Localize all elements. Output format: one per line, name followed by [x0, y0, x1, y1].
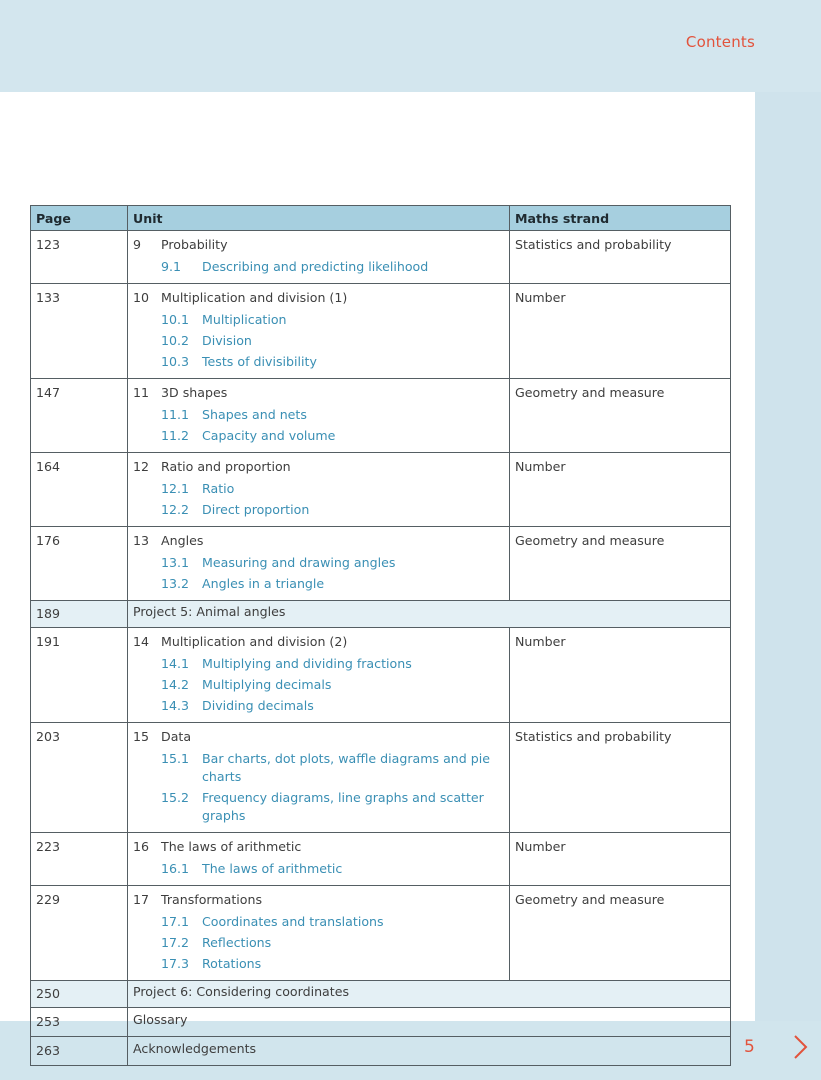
section-title-text: Tests of divisibility: [202, 354, 317, 369]
section-title-text: Measuring and drawing angles: [202, 555, 396, 570]
page-ref: 263: [36, 1043, 61, 1058]
section-item: [133, 406, 509, 424]
unit-heading: [133, 457, 509, 477]
backmatter-title: Acknowledgements: [133, 1041, 257, 1056]
cell-page: [31, 231, 128, 284]
table-row: [31, 1008, 731, 1037]
section-title-text: Direct proportion: [202, 502, 310, 517]
project-title: Project 5: Animal angles: [133, 604, 286, 619]
section-title-text: The laws of arithmetic: [202, 861, 343, 876]
section-number: 13.1: [161, 555, 190, 570]
chevron-right-icon[interactable]: [790, 1033, 810, 1061]
section-number: 12.1: [161, 481, 190, 496]
section-title-text: Bar charts, dot plots, waffle diagrams and pie charts: [202, 751, 491, 784]
maths-strand: Number: [515, 839, 566, 854]
section-number: 10.3: [161, 354, 190, 369]
backmatter-title: Glossary: [133, 1012, 188, 1027]
section-item: [133, 501, 509, 519]
section-item: [133, 955, 509, 973]
unit-title: Probability: [161, 237, 228, 252]
section-item: [133, 750, 509, 786]
cell-page: [31, 833, 128, 886]
contents-table: [30, 205, 731, 1066]
cell-page: [31, 1008, 128, 1037]
unit-title: Transformations: [161, 892, 263, 907]
table-row: [31, 981, 731, 1008]
table-row: [31, 231, 731, 284]
section-number: 14.3: [161, 698, 190, 713]
maths-strand: Number: [515, 634, 566, 649]
table-row: [31, 284, 731, 379]
page-ref: 164: [36, 459, 61, 474]
cell-unit: [128, 886, 510, 981]
cell-strand: [510, 284, 731, 379]
cell-strand: [510, 833, 731, 886]
page-ref: 250: [36, 986, 61, 1001]
section-number: 9.1: [161, 259, 182, 274]
section-title-text: Division: [202, 333, 252, 348]
page-ref: 147: [36, 385, 61, 400]
section-number: 10.1: [161, 312, 190, 327]
section-number: 15.1: [161, 751, 190, 766]
maths-strand: Geometry and measure: [515, 533, 665, 548]
unit-number: 13: [133, 533, 150, 548]
section-number: 14.1: [161, 656, 190, 671]
maths-strand: Geometry and measure: [515, 385, 665, 400]
section-item: [133, 353, 509, 371]
section-number: 11.2: [161, 428, 190, 443]
unit-title: Data: [161, 729, 192, 744]
unit-title: Ratio and proportion: [161, 459, 291, 474]
backmatter-cell: [128, 1037, 731, 1066]
cell-unit: [128, 527, 510, 601]
cell-unit: [128, 379, 510, 453]
unit-heading: [133, 235, 509, 255]
project-cell: [128, 601, 731, 628]
cell-page: [31, 453, 128, 527]
page-ref: 176: [36, 533, 61, 548]
unit-number: 9: [133, 237, 142, 252]
table-row: [31, 601, 731, 628]
cell-page: [31, 981, 128, 1008]
cell-unit: [128, 628, 510, 723]
column-header-unit: Unit: [128, 206, 510, 231]
cell-unit: [128, 833, 510, 886]
section-item: [133, 427, 509, 445]
section-item: [133, 789, 509, 825]
table-row: [31, 379, 731, 453]
page-ref: 253: [36, 1014, 61, 1029]
section-item: [133, 575, 509, 593]
cell-strand: [510, 723, 731, 833]
section-item: [133, 332, 509, 350]
section-title-text: Rotations: [202, 956, 262, 971]
page-ref: 133: [36, 290, 61, 305]
column-header-page: Page: [31, 206, 128, 231]
column-header-strand: Maths strand: [510, 206, 731, 231]
section-item: [133, 655, 509, 673]
cell-strand: [510, 453, 731, 527]
section-item: [133, 676, 509, 694]
unit-number: 15: [133, 729, 150, 744]
unit-title: 3D shapes: [161, 385, 228, 400]
unit-heading: [133, 383, 509, 403]
section-item: [133, 913, 509, 931]
section-number: 10.2: [161, 333, 190, 348]
section-item: [133, 860, 509, 878]
section-title-text: Ratio: [202, 481, 235, 496]
cell-page: [31, 723, 128, 833]
section-title: Contents: [685, 33, 755, 51]
unit-number: 14: [133, 634, 150, 649]
section-title-text: Frequency diagrams, line graphs and scatter graphs: [202, 790, 484, 823]
section-title-text: Describing and predicting likelihood: [202, 259, 429, 274]
contents-table-body: [31, 231, 731, 1066]
unit-title: Angles: [161, 533, 204, 548]
section-title-text: Angles in a triangle: [202, 576, 325, 591]
table-header-row: [31, 206, 731, 231]
section-number: 17.3: [161, 956, 190, 971]
cell-strand: [510, 231, 731, 284]
unit-heading: [133, 727, 509, 747]
unit-number: 17: [133, 892, 150, 907]
section-number: 13.2: [161, 576, 190, 591]
unit-heading: [133, 890, 509, 910]
table-row: [31, 723, 731, 833]
maths-strand: Geometry and measure: [515, 892, 665, 907]
unit-number: 11: [133, 385, 150, 400]
unit-title: Multiplication and division (2): [161, 634, 348, 649]
section-number: 15.2: [161, 790, 190, 805]
table-row: [31, 453, 731, 527]
maths-strand: Statistics and probability: [515, 237, 672, 252]
table-row: [31, 1037, 731, 1066]
section-number: 16.1: [161, 861, 190, 876]
page-ref: 229: [36, 892, 61, 907]
section-title-text: Dividing decimals: [202, 698, 314, 713]
section-title-text: Multiplication: [202, 312, 287, 327]
section-item: [133, 480, 509, 498]
table-row: [31, 527, 731, 601]
page-ref: 223: [36, 839, 61, 854]
unit-heading: [133, 531, 509, 551]
unit-number: 12: [133, 459, 150, 474]
maths-strand: Number: [515, 290, 566, 305]
table-row: [31, 628, 731, 723]
section-number: 17.1: [161, 914, 190, 929]
section-number: 14.2: [161, 677, 190, 692]
cell-page: [31, 628, 128, 723]
cell-page: [31, 284, 128, 379]
page-ref: 203: [36, 729, 61, 744]
cell-strand: [510, 886, 731, 981]
unit-heading: [133, 837, 509, 857]
section-number: 17.2: [161, 935, 190, 950]
maths-strand: Number: [515, 459, 566, 474]
cell-page: [31, 886, 128, 981]
page-ref: 123: [36, 237, 61, 252]
unit-heading: [133, 288, 509, 308]
page-ref: 191: [36, 634, 61, 649]
page-number: 5: [744, 1037, 755, 1057]
section-item: [133, 934, 509, 952]
section-title-text: Multiplying decimals: [202, 677, 332, 692]
section-number: 11.1: [161, 407, 190, 422]
cell-unit: [128, 231, 510, 284]
section-title-text: Multiplying and dividing fractions: [202, 656, 412, 671]
maths-strand: Statistics and probability: [515, 729, 672, 744]
section-item: [133, 311, 509, 329]
cell-strand: [510, 379, 731, 453]
unit-title: The laws of arithmetic: [161, 839, 302, 854]
cell-page: [31, 601, 128, 628]
unit-number: 10: [133, 290, 150, 305]
section-title-text: Capacity and volume: [202, 428, 336, 443]
section-number: 12.2: [161, 502, 190, 517]
page-ref: 189: [36, 606, 61, 621]
project-title: Project 6: Considering coordinates: [133, 984, 350, 999]
cell-unit: [128, 723, 510, 833]
section-item: [133, 258, 509, 276]
cell-page: [31, 527, 128, 601]
backmatter-cell: [128, 1008, 731, 1037]
cell-page: [31, 1037, 128, 1066]
unit-number: 16: [133, 839, 150, 854]
project-cell: [128, 981, 731, 1008]
table-row: [31, 833, 731, 886]
cell-strand: [510, 527, 731, 601]
section-title-text: Reflections: [202, 935, 272, 950]
cell-page: [31, 379, 128, 453]
cell-strand: [510, 628, 731, 723]
unit-heading: [133, 632, 509, 652]
section-title-text: Coordinates and translations: [202, 914, 384, 929]
section-title-text: Shapes and nets: [202, 407, 307, 422]
section-item: [133, 554, 509, 572]
cell-unit: [128, 453, 510, 527]
section-item: [133, 697, 509, 715]
unit-title: Multiplication and division (1): [161, 290, 348, 305]
cell-unit: [128, 284, 510, 379]
table-row: [31, 886, 731, 981]
